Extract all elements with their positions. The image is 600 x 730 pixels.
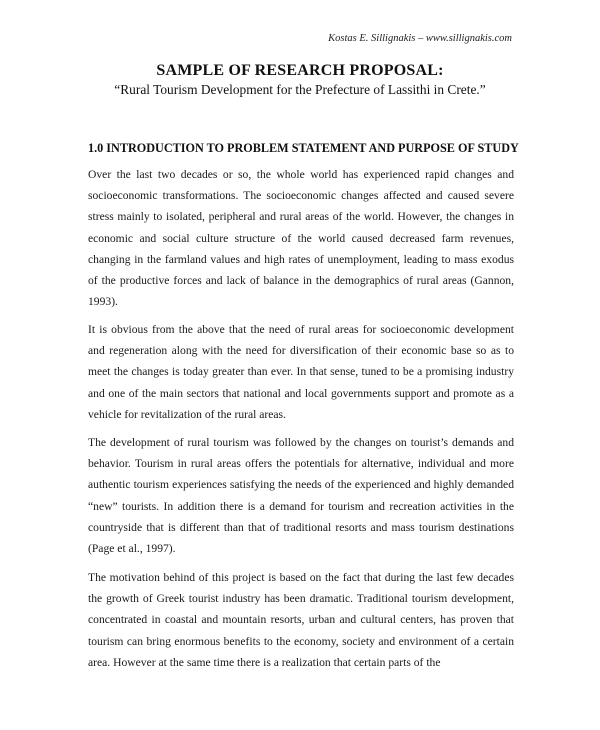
document-subtitle: “Rural Tourism Development for the Prefecture of Lassithi in Crete.”	[114, 82, 486, 97]
author-credit: Kostas E. Sillignakis – www.sillignakis.com	[328, 33, 512, 44]
paragraph-4: The motivation behind of this project is based on the fact that during the last few decades the growth of Greek tourist industry has been dramatic. Traditional tourism development, concentrated in coastal and mountain resorts, urban and cultural centers, has proven that tourism can bring enormous benefits to the economy, society and environment of a certain area. However at the same time there is a realization that certain parts of the	[88, 571, 514, 669]
paragraph-2: It is obvious from the above that the need of rural areas for socioeconomic development and regeneration along with the need for diversification of their economic base so as to meet the changes is today greater than ever. In that sense, tuned to be a promising industry and one of the main sectors that national and local governments support and promote as a vehicle for revitalization of the rural areas.	[88, 323, 514, 421]
document-title: SAMPLE OF RESEARCH PROPOSAL:	[156, 62, 444, 79]
paragraph-1: Over the last two decades or so, the whole world has experienced rapid changes and socioeconomic transformations. The socioeconomic changes affected and caused severe stress mainly to isolated, peripheral and rural areas of the world. However, the changes in economic and social culture structure of the world caused decreased farm revenues, changing in the farmland values and high rates of unemployment, leading to mass exodus of the productive forces and lack of balance in the demographics of rural areas (Gannon, 1993).	[88, 168, 514, 309]
paragraph-3: The development of rural tourism was followed by the changes on tourist’s demands and behavior. Tourism in rural areas offers the potentials for alternative, individual and more authentic tourism experiences satisfying the needs of the experienced and highly demanded “new” tourists. In addition there is a demand for tourism and recreation activities in the countryside that is different than that of traditional resorts and mass tourism destinations (Page et al., 1997).	[88, 436, 514, 556]
section-heading: 1.0 INTRODUCTION TO PROBLEM STATEMENT AND PURPOSE OF STUDY	[88, 141, 519, 155]
